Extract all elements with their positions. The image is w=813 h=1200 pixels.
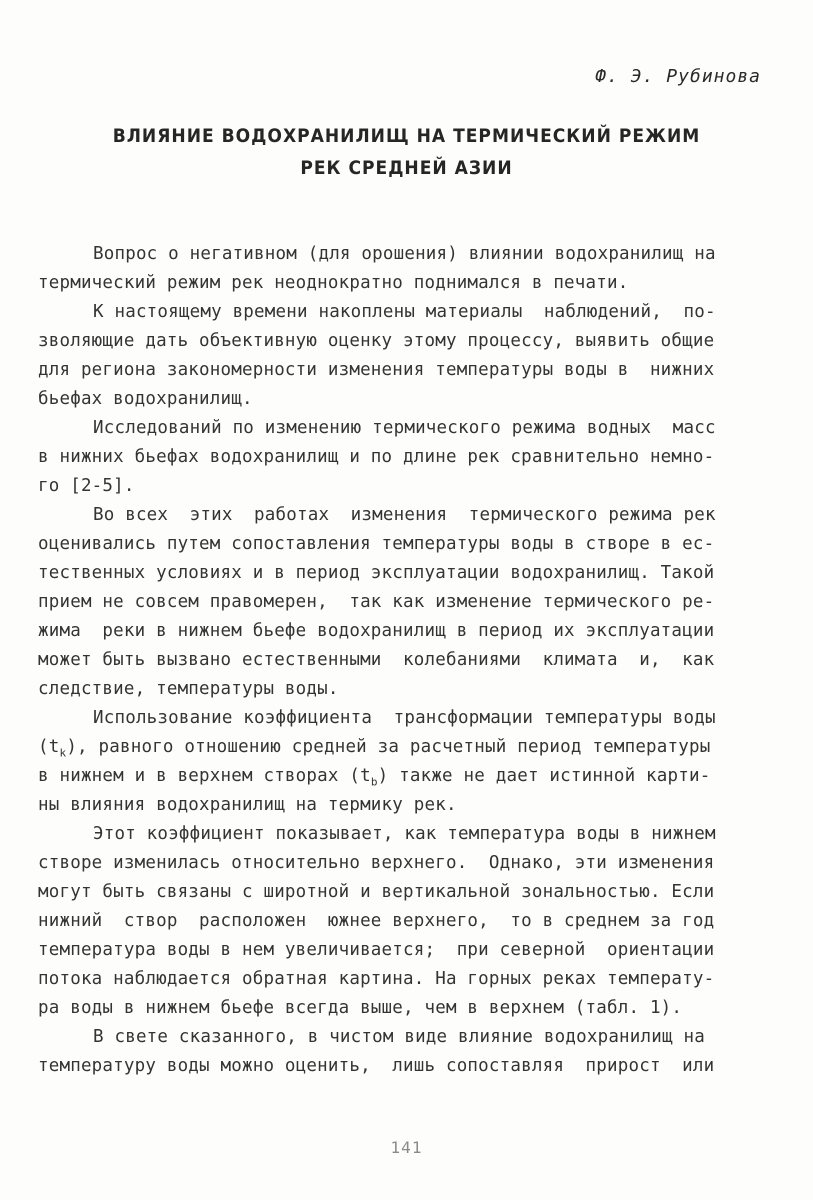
text-line: температура воды в нем увеличивается; при северной ориентации (38, 940, 715, 960)
text-line: зволяющие дать объективную оценку этому процессу, выявить общие (38, 331, 715, 351)
text-line: бьефах водохранилищ. (38, 389, 253, 409)
text-fragment: (t (38, 737, 60, 757)
subscript-b: b (370, 775, 378, 789)
page-number: 141 (390, 1138, 423, 1157)
text-fragment: ) также не дает истинной карти- (377, 766, 711, 786)
text-line: для региона закономерности изменения температуры воды в нижних (38, 360, 715, 380)
text-line: оценивались путем сопоставления температуры воды в створе в ес- (38, 534, 715, 554)
text-line: жима реки в нижнем бьефе водохранилищ в период их эксплуатации (38, 621, 715, 641)
text-line: потока наблюдается обратная картина. На горных реках температу- (38, 969, 715, 989)
text-line: Этот коэффициент показывает, как температура воды в нижнем (93, 824, 716, 844)
text-fragment: в нижнем и в верхнем створах (t (38, 766, 371, 786)
text-line: Во всех этих работах изменения термического режима рек (93, 505, 716, 525)
text-line: следствие, температуры воды. (38, 679, 339, 699)
text-line: ра воды в нижнем бьефе всегда выше, чем в верхнем (табл. 1). (38, 998, 683, 1018)
text-line: го [2-5]. (38, 476, 135, 496)
text-line: могут быть связаны с широтной и вертикальной зональностью. Если (38, 882, 715, 902)
text-line: К настоящему времени накоплены материалы наблюдений, по- (93, 302, 716, 322)
subscript-k: k (59, 746, 67, 760)
body-text (38, 240, 768, 1081)
text-line: может быть вызвано естественными колебаниями климата и, как (38, 650, 715, 670)
author-name: Ф. Э. Рубинова (595, 66, 761, 87)
text-line-with-subscript (38, 733, 768, 762)
text-line: термический режим рек неоднократно поднимался в печати. (38, 273, 629, 293)
title-line-2: РЕК СРЕДНЕЙ АЗИИ (300, 157, 513, 179)
text-line: В свете сказанного, в чистом виде влияние водохранилищ на (93, 1027, 705, 1047)
text-line: в нижних бьефах водохранилищ и по длине рек сравнительно немно- (38, 447, 715, 467)
text-line: нижний створ расположен южнее верхнего, то в среднем за год (38, 911, 715, 931)
text-line: ны влияния водохранилищ на термику рек. (38, 795, 457, 815)
paper-title (0, 120, 813, 184)
text-line: створе изменилась относительно верхнего. Однако, эти изменения (38, 853, 715, 873)
text-line: Исследований по изменению термического режима водных масс (93, 418, 716, 438)
text-line: температуру воды можно оценить, лишь сопоставляя прирост или (38, 1056, 715, 1076)
text-line: прием не совсем правомерен, так как изменение термического ре- (38, 592, 715, 612)
text-line: тественных условиях и в период эксплуатации водохранилищ. Такой (38, 563, 715, 583)
text-line: Вопрос о негативном (для орошения) влиянии водохранилищ на (93, 244, 716, 264)
text-fragment: ), равного отношению средней за расчетный период температуры (66, 737, 711, 757)
text-line: Использование коэффициента трансформации температуры воды (93, 708, 716, 728)
text-line-with-subscript (38, 762, 768, 791)
title-line-1: ВЛИЯНИЕ ВОДОХРАНИЛИЩ НА ТЕРМИЧЕСКИЙ РЕЖИМ (112, 125, 701, 147)
